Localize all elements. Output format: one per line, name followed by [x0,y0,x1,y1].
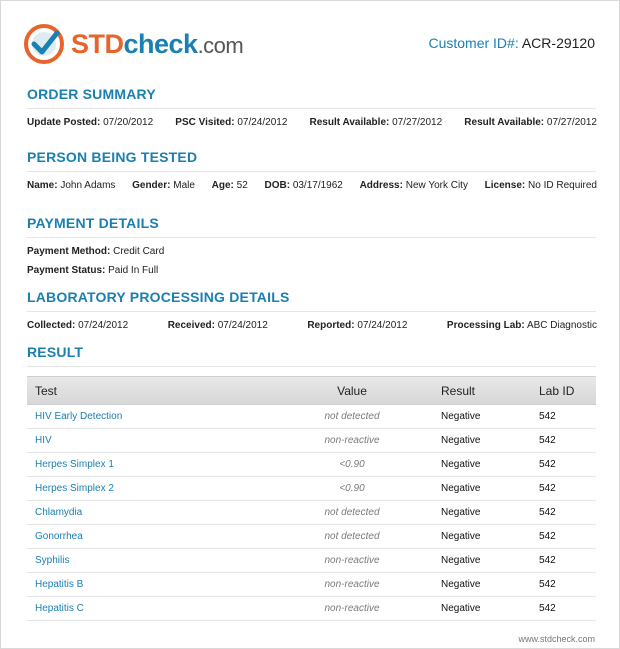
person-field [485,180,597,191]
field-value: 03/17/1962 [292,180,343,191]
field-label: Collected: [27,320,76,331]
customer-id-label: Customer ID#: [428,35,519,51]
test-lab-id: 542 [539,411,556,422]
lab-title: LABORATORY PROCESSING DETAILS [27,289,596,312]
payment-method [27,246,164,265]
test-lab-id: 542 [539,435,556,446]
customer-id [428,35,595,51]
table-row [27,573,596,597]
test-result: Negative [441,483,481,494]
test-link[interactable]: Hepatitis B [35,579,84,590]
field-value: 07/27/2012 [546,117,597,128]
person-field [27,180,115,191]
field-label: PSC Visited: [175,117,235,128]
logo-com: .com [197,32,244,58]
test-lab-id: 542 [539,603,556,614]
person-field [132,180,195,191]
test-link[interactable]: HIV Early Detection [35,411,123,422]
field-label: License: [484,180,526,191]
person-field [212,180,248,191]
test-value: <0.90 [339,483,365,494]
lab-field [447,320,597,331]
table-row [27,597,596,621]
table-row [27,477,596,501]
lab-field [168,320,268,331]
field-label: Name: [27,180,58,191]
test-lab-id: 542 [539,459,556,470]
table-row [27,405,596,429]
field-label: Result Available: [464,117,545,128]
test-lab-id: 542 [539,579,556,590]
field-value: No ID Required [528,180,597,191]
field-label: DOB: [264,180,291,191]
logo-std: STD [71,28,124,59]
order-field [464,117,597,128]
test-link[interactable]: Hepatitis C [35,603,84,614]
test-result: Negative [441,435,481,446]
payment-title: PAYMENT DETAILS [27,215,596,238]
test-value: <0.90 [339,459,365,470]
test-value: non-reactive [324,579,380,590]
table-row [27,501,596,525]
field-label: Received: [167,320,215,331]
field-label: Address: [359,180,403,191]
test-value: non-reactive [324,435,380,446]
test-link[interactable]: Herpes Simplex 2 [35,483,114,494]
lab-field [27,320,128,331]
field-value: Male [173,180,195,191]
order-summary-title: ORDER SUMMARY [27,86,596,109]
test-result: Negative [441,459,481,470]
test-lab-id: 542 [539,483,556,494]
person-field [264,180,342,191]
field-value: ABC Diagnostic [526,320,597,331]
order-summary-row [27,117,597,128]
person-row [27,180,597,191]
field-label: Result Available: [309,117,390,128]
field-value: 52 [236,180,248,191]
field-value: 07/24/2012 [78,320,129,331]
test-result: Negative [441,555,481,566]
test-link[interactable]: Herpes Simplex 1 [35,459,114,470]
footer-site-link[interactable]: www.stdcheck.com [518,634,595,644]
order-field [175,117,287,128]
table-row [27,549,596,573]
header-value: Value [337,383,367,398]
test-link[interactable]: HIV [35,435,52,446]
field-label: Age: [211,180,234,191]
logo-wordmark [71,28,244,59]
table-header [27,376,596,405]
field-value: New York City [405,180,468,191]
test-lab-id: 542 [539,507,556,518]
test-value: not detected [324,507,380,518]
field-value: 07/24/2012 [217,320,268,331]
payment-fields [27,246,164,284]
test-result: Negative [441,579,481,590]
customer-id-value: ACR-29120 [521,35,595,51]
field-label: Payment Status: [27,265,106,276]
field-value: John Adams [60,180,116,191]
logo-check: check [123,28,198,59]
test-value: non-reactive [324,603,380,614]
test-value: not detected [324,531,380,542]
field-label: Processing Lab: [446,320,525,331]
test-lab-id: 542 [539,531,556,542]
order-field [310,117,443,128]
header-result: Result [441,383,476,398]
field-value: Credit Card [113,246,165,257]
header-test: Test [35,383,58,398]
field-value: 07/24/2012 [237,117,288,128]
payment-status [27,265,164,284]
field-label: Update Posted: [27,117,101,128]
lab-row [27,320,597,331]
field-value: Paid In Full [108,265,159,276]
field-value: 07/20/2012 [103,117,154,128]
lab-field [307,320,407,331]
order-field [27,117,153,128]
test-value: non-reactive [324,555,380,566]
result-table [27,376,596,621]
field-value: 07/24/2012 [357,320,408,331]
test-result: Negative [441,531,481,542]
test-result: Negative [441,603,481,614]
field-label: Gender: [132,180,171,191]
table-row [27,525,596,549]
test-lab-id: 542 [539,555,556,566]
person-field [360,180,468,191]
page-header [23,21,597,67]
result-title: RESULT [27,344,596,367]
field-label: Reported: [307,320,355,331]
test-link[interactable]: Gonorrhea [35,531,83,542]
test-link[interactable]: Chlamydia [35,507,83,518]
table-row [27,429,596,453]
test-result: Negative [441,411,481,422]
field-label: Payment Method: [27,246,111,257]
checkmark-shield-icon [23,23,65,65]
stdcheck-logo[interactable] [23,23,243,65]
header-lab-id: Lab ID [539,383,575,398]
table-row [27,453,596,477]
person-title: PERSON BEING TESTED [27,149,596,172]
test-result: Negative [441,507,481,518]
test-value: not detected [324,411,380,422]
field-value: 07/27/2012 [392,117,443,128]
test-link[interactable]: Syphilis [35,555,70,566]
